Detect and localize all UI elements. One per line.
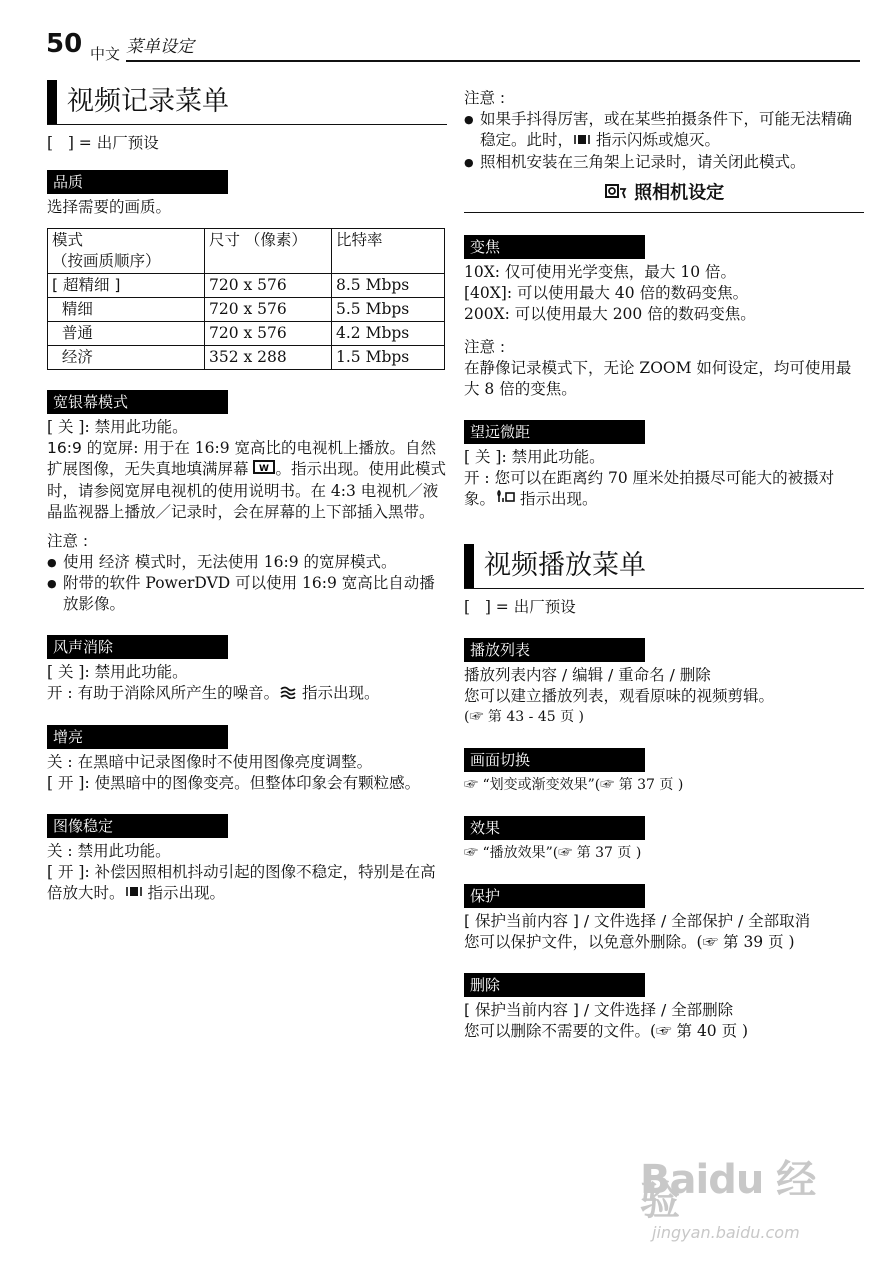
- table-header: 尺寸 （像素）: [205, 229, 332, 274]
- watermark-brand: Baidu 经验: [640, 1157, 816, 1224]
- see-page-icon: ☞: [469, 709, 484, 725]
- table-row: 精细 720 x 576 5.5 Mbps: [48, 298, 445, 322]
- dis-line2: [ 开 ]: 补偿因照相机抖动引起的图像不稳定，特别是在高倍放大时。 指示出现。: [47, 862, 447, 905]
- wide-note: ● 附带的软件 PowerDVD 可以使用 16:9 宽高比自动播放影像。: [47, 573, 447, 615]
- wind-cut-heading: 风声消除: [47, 635, 228, 659]
- delete-options: [ 保护当前内容 ] / 文件选择 / 全部删除: [464, 1001, 734, 1019]
- playlist-ref: (☞ 第 43 - 45 页 ): [464, 709, 584, 725]
- table-header: 比特率: [332, 229, 445, 274]
- wide-note-heading: 注意 :: [47, 532, 89, 550]
- table-row: 普通 720 x 576 4.2 Mbps: [48, 322, 445, 346]
- protect-options: [ 保护当前内容 ] / 文件选择 / 全部保护 / 全部取消: [464, 912, 811, 930]
- table-row: 经济 352 x 288 1.5 Mbps: [48, 346, 445, 370]
- wide-screen-icon: [253, 459, 275, 481]
- wind-icon: [279, 684, 297, 705]
- see-page-icon: ☞: [464, 845, 478, 861]
- camera-settings-icon: [604, 181, 628, 206]
- protect-heading: 保护: [464, 884, 645, 908]
- protect-desc: 您可以保护文件，以免意外删除。(☞ 第 39 页 ): [464, 933, 795, 951]
- dis-note-heading: 注意 :: [464, 89, 506, 107]
- zoom-note: 在静像记录模式下，无论 ZOOM 如何设定，均可使用最大 8 倍的变焦。: [464, 358, 852, 398]
- playlist-desc: 您可以建立播放列表，观看原味的视频剪辑。: [464, 687, 775, 705]
- hand-shake-icon: [125, 883, 143, 904]
- left-column: [47, 80, 447, 904]
- watermark-site: jingyan.baidu.com: [652, 1223, 800, 1242]
- see-page-icon: ☞: [702, 933, 719, 951]
- page-number: 50: [46, 29, 83, 59]
- gain-line2: [ 开 ]: 使黑暗中的图像变亮。但整体印象会有颗粒感。: [47, 773, 421, 792]
- zoom-line: [40X]: 可以使用最大 40 倍的数码变焦。: [464, 283, 749, 302]
- wide-mode-heading: 宽银幕模式: [47, 390, 228, 414]
- wipe-ref: ☞ “划变或渐变效果”(☞ 第 37 页 ): [464, 777, 684, 793]
- playlist-heading: 播放列表: [464, 638, 645, 662]
- delete-heading: 删除: [464, 973, 645, 997]
- video-playback-menu-title: 视频播放菜单: [464, 544, 864, 589]
- video-record-menu-title: 视频记录菜单: [47, 80, 447, 125]
- table-row: [ 超精细 ] 720 x 576 8.5 Mbps: [48, 274, 445, 298]
- language-label: 中文: [90, 45, 121, 63]
- effect-heading: 效果: [464, 816, 645, 840]
- see-page-icon: ☞: [464, 777, 478, 793]
- hand-shake-icon: [573, 131, 591, 152]
- default-note: [ ] = 出厂预设: [464, 598, 576, 616]
- zoom-line: 200X: 可以使用最大 200 倍的数码变焦。: [464, 304, 756, 323]
- default-note: [ ] = 出厂预设: [47, 134, 159, 152]
- wide-line2: 16:9 的宽屏: 用于在 16:9 宽高比的电视机上播放。自然扩展图像，无失真地填满屏幕 W 。指示出现。使用此模式时，请参阅宽屏电视机的使用说明书。在 4:3 电视机／液晶监视器上播放／记录时，会在屏幕的上下部插入黑带。: [47, 439, 446, 521]
- dis-note: ● 如果手抖得厉害，或在某些拍摄条件下，可能无法精确稳定。此时， 指示闪烁或熄灭。: [464, 109, 864, 152]
- tele-macro-icon: [495, 489, 515, 510]
- see-page-icon: ☞: [656, 1022, 672, 1040]
- tele-line2: 开 : 您可以在距离约 70 厘米处拍摄尽可能大的被摄对象。 指示出现。: [464, 468, 864, 511]
- effect-ref: ☞ “播放效果”(☞ 第 37 页 ): [464, 845, 642, 861]
- wipe-fader-heading: 画面切换: [464, 748, 645, 772]
- see-page-icon: ☞: [558, 845, 573, 861]
- zoom-line: 10X: 仅可使用光学变焦，最大 10 倍。: [464, 262, 736, 281]
- zoom-note-heading: 注意 :: [464, 337, 506, 356]
- tele-line1: [ 关 ]: 禁用此功能。: [464, 447, 605, 466]
- camera-settings-title: 照相机设定: [464, 173, 864, 213]
- tele-macro-heading: 望远微距: [464, 420, 645, 444]
- wide-line1: [ 关 ]: 禁用此功能。: [47, 418, 188, 436]
- header-rule: [126, 60, 860, 62]
- page-header: [44, 29, 860, 64]
- dis-heading: 图像稳定: [47, 814, 228, 838]
- quality-desc: 选择需要的画质。: [47, 198, 172, 216]
- wind-line1: [ 关 ]: 禁用此功能。: [47, 663, 188, 681]
- quality-heading: 品质: [47, 170, 228, 194]
- dis-line1: 关 : 禁用此功能。: [47, 841, 171, 860]
- svg-text:W: W: [259, 464, 270, 474]
- table-header-row: [48, 229, 445, 274]
- playlist-options: 播放列表内容 / 编辑 / 重命名 / 删除: [464, 666, 711, 684]
- see-page-icon: ☞: [600, 777, 615, 793]
- table-header: 模式 （按画质顺序）: [48, 229, 205, 274]
- title-bar: [464, 544, 474, 588]
- right-column: [464, 88, 864, 1042]
- wind-line2: 开 : 有助于消除风所产生的噪音。 指示出现。: [47, 683, 447, 705]
- wide-note: ● 使用 经济 模式时，无法使用 16:9 的宽屏模式。: [47, 552, 447, 573]
- delete-desc: 您可以删除不需要的文件。(☞ 第 40 页 ): [464, 1022, 749, 1040]
- section-title: 菜单设定: [126, 37, 194, 57]
- title-bar: [47, 80, 57, 124]
- dis-note: ● 照相机安装在三角架上记录时，请关闭此模式。: [464, 152, 864, 173]
- gain-up-heading: 增亮: [47, 725, 228, 749]
- gain-line1: 关 : 在黑暗中记录图像时不使用图像亮度调整。: [47, 752, 373, 771]
- quality-table: [47, 228, 445, 370]
- baidu-watermark: [640, 1157, 850, 1250]
- zoom-heading: 变焦: [464, 235, 645, 259]
